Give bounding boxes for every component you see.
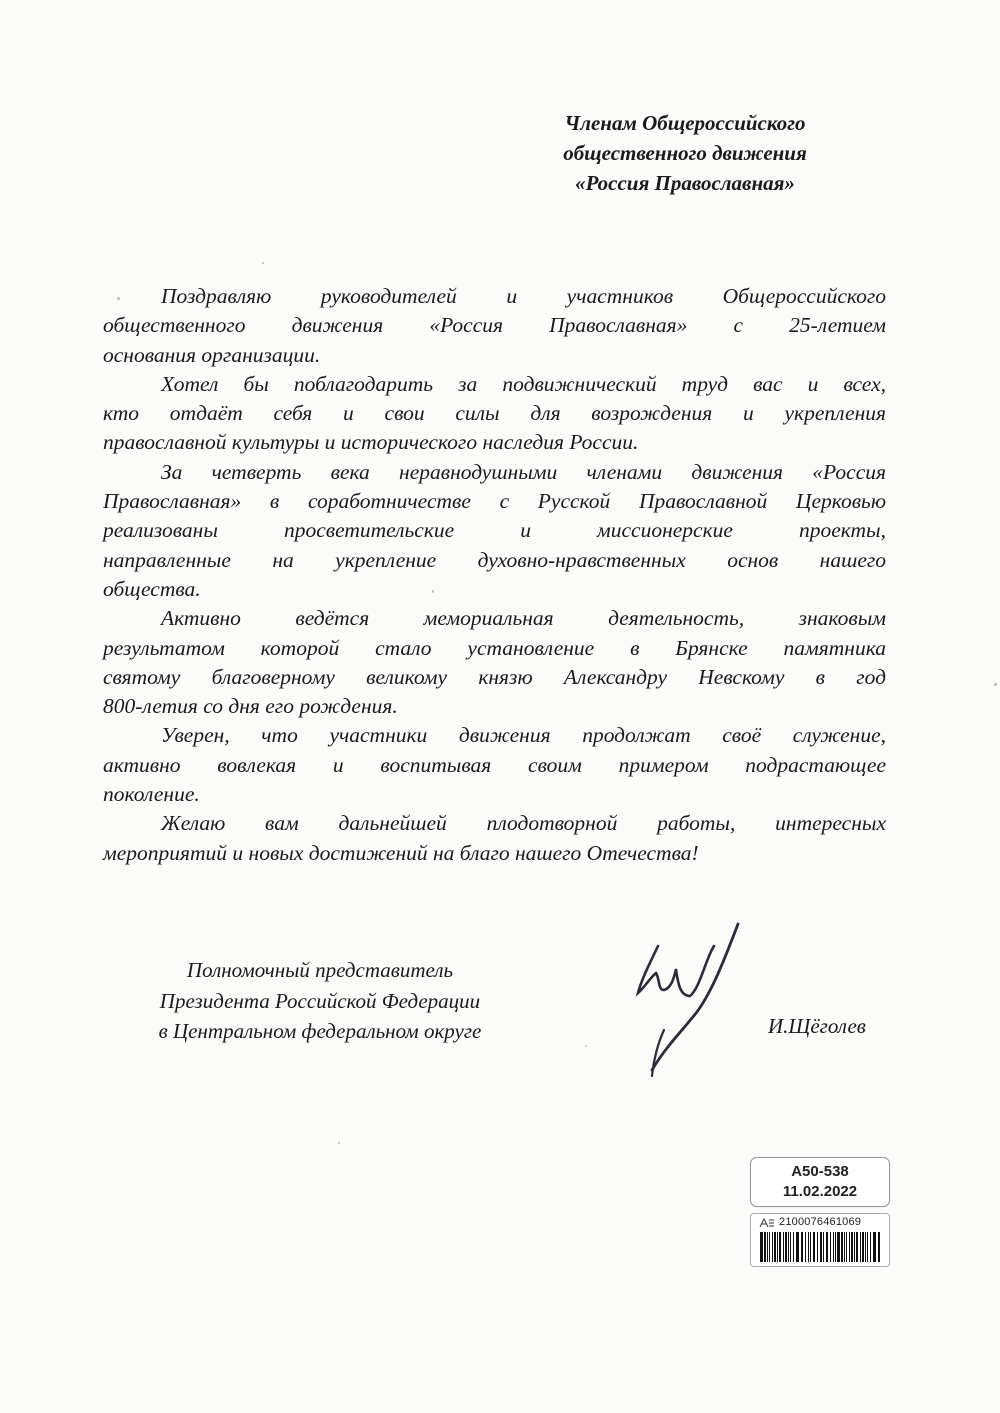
text-line: направленные на укрепление духовно-нравственных основ нашего bbox=[103, 547, 886, 572]
letter-body bbox=[103, 282, 886, 868]
text-line: Поздравляю руководителей и участников Общероссийского bbox=[161, 284, 886, 308]
text-line: 800-летия со дня его рождения. bbox=[103, 694, 398, 719]
text-line: общества. bbox=[103, 576, 201, 601]
paragraph-wishes bbox=[103, 809, 886, 868]
signatory-position bbox=[110, 955, 530, 1047]
registration-stamp bbox=[750, 1157, 890, 1207]
text-line: Православная» в соработничестве с Русской Православной Церковью bbox=[103, 489, 886, 514]
paragraph-achievements bbox=[103, 458, 886, 604]
text-line: общественного движения «Россия Православная» с 25-летием bbox=[103, 313, 886, 338]
text-line: Хотел бы поблагодарить за подвижнический труд вас и всех, bbox=[161, 371, 886, 396]
paragraph-memorial bbox=[103, 604, 886, 721]
addressee-block bbox=[470, 108, 900, 198]
text-line: результатом которой стало установление в Брянске памятника bbox=[103, 635, 886, 660]
text-line: основания организации. bbox=[103, 342, 321, 367]
text-line: За четверть века неравнодушными членами движения «Россия bbox=[161, 459, 886, 484]
text-line: поколение. bbox=[103, 782, 200, 807]
registry-logo-icon bbox=[759, 1218, 775, 1228]
registration-number: А50-538 bbox=[791, 1163, 849, 1180]
text-line: Активно ведётся мемориальная деятельность, знаковым bbox=[161, 606, 886, 631]
signer-name: И.Щёголев bbox=[768, 1014, 866, 1038]
paragraph-congratulation bbox=[103, 282, 886, 370]
handwritten-signature bbox=[630, 918, 740, 1088]
position-line: Президента Российской Федерации bbox=[159, 988, 481, 1013]
paragraph-confidence bbox=[103, 721, 886, 809]
paragraph-thanks bbox=[103, 370, 886, 458]
text-line: Желаю вам дальнейшей плодотворной работы, интересных bbox=[161, 811, 886, 836]
text-line: святому благоверному великому князю Александру Невскому в год bbox=[103, 664, 886, 689]
text-line: мероприятий и новых достижений на благо нашего Отечества! bbox=[103, 840, 699, 865]
addressee-line: общественного движения bbox=[563, 141, 807, 165]
position-line: в Центральном федеральном округе bbox=[158, 1019, 482, 1043]
text-line: реализованы просветительские и миссионерские проекты, bbox=[103, 518, 886, 543]
registration-date: 11.02.2022 bbox=[782, 1183, 858, 1200]
text-line: православной культуры и исторического наследия России. bbox=[103, 430, 639, 455]
text-line: активно вовлекая и воспитывая своим примером подрастающее bbox=[103, 752, 886, 777]
position-line: Полномочный представитель bbox=[186, 958, 454, 982]
addressee-line: Членам Общероссийского bbox=[564, 111, 806, 135]
barcode-bars bbox=[759, 1232, 883, 1262]
text-line: Уверен, что участники движения продолжат своё служение, bbox=[161, 723, 886, 748]
addressee-line: «Россия Православная» bbox=[575, 171, 795, 195]
barcode-sticker bbox=[750, 1213, 890, 1267]
barcode-number: 2100076461069 bbox=[779, 1216, 862, 1228]
text-line: кто отдаёт себя и свои силы для возрождения и укрепления bbox=[103, 401, 886, 426]
